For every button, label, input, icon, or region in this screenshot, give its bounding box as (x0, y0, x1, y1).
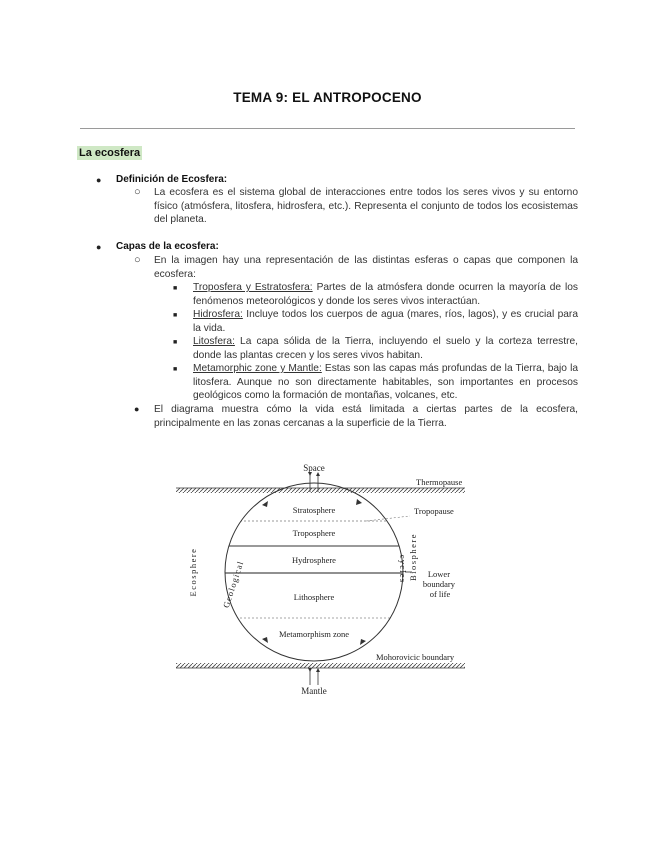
square-bullet: ■ (173, 285, 178, 292)
lower-boundary-line2: boundary (422, 579, 455, 589)
label-stratosphere: Stratosphere (292, 505, 336, 515)
lower-boundary-line3: of life (429, 589, 451, 599)
bullet-diagram-note: ● (134, 404, 140, 414)
label-troposphere: Troposphere (292, 528, 336, 538)
circle-bullet: ○ (134, 254, 141, 266)
layer-term: Metamorphic zone y Mantle: (193, 363, 322, 374)
layer-desc: Partes de la atmósfera donde ocurren la mayoría de los fenómenos meteorológicos y donde los seres vivos interactúan. (193, 282, 579, 307)
label-hydrosphere: Hydrosphere (292, 555, 336, 565)
layers-intro: En la imagen hay una representación de las distintas esferas o capas que componen la ecosfera: (154, 255, 578, 280)
definition-heading: Definición de Ecosfera: (116, 174, 228, 185)
label-mohorovicic: Mohorovicic boundary (376, 652, 455, 662)
square-bullet: ■ (173, 312, 178, 319)
label-geological: Geological (220, 559, 246, 610)
layer-desc: Incluye todos los cuerpos de agua (mares, ríos, lagos), y es crucial para la vida. (193, 309, 578, 334)
lower-boundary-line1: Lower (427, 569, 451, 579)
layer-term: Hidrosfera: (193, 309, 243, 320)
layer-term: Litosfera: (193, 336, 235, 347)
section-heading: La ecosfera (79, 147, 141, 159)
label-space: Space (303, 463, 325, 473)
mohorovicic-band (176, 663, 465, 668)
label-lower-boundary (423, 569, 457, 599)
label-mantle: Mantle (301, 686, 327, 696)
label-metamorphism-zone: Metamorphism zone (278, 629, 350, 639)
label-tropopause: Tropopause (414, 506, 454, 516)
thermopause-band (176, 488, 465, 493)
layer-term: Troposfera y Estratosfera: (193, 282, 313, 293)
page-title: TEMA 9: EL ANTROPOCENO (233, 90, 422, 105)
label-lithosphere: Lithosphere (293, 592, 335, 602)
label-thermopause: Thermopause (416, 477, 463, 487)
layer-desc: La capa sólida de la Tierra, incluyendo el suelo y la corteza terrestre, donde las plantas crecen y los seres vivos habitan. (193, 336, 578, 361)
layers-heading: Capas de la ecosfera: (116, 241, 219, 252)
label-cycles: cycles (398, 554, 408, 584)
layer-desc: Estas son las capas más profundas de la Tierra, bajo la litosfera. Aunque no son directamente habitables, son importantes en procesos geológicos como la formación de montañas, volcanes, etc. (193, 363, 578, 401)
circle-bullet: ○ (134, 186, 141, 198)
square-bullet: ■ (173, 339, 178, 346)
square-bullet: ■ (173, 366, 178, 373)
diagram-note: El diagrama muestra cómo la vida está limitada a ciertas partes de la ecosfera, principalmente en las zonas cercanas a la superficie de la Tierra. (154, 404, 578, 429)
label-ecosphere: Ecosphere (188, 547, 198, 597)
bullet-definition: ● (96, 175, 102, 185)
label-biosphere: Biosphere (408, 533, 418, 581)
bullet-layers: ● (96, 242, 102, 252)
definition-text: La ecosfera es el sistema global de interacciones entre todos los seres vivos y su entorno físico (atmósfera, litosfera, hidrosfera, etc.). Representa el conjunto de todos los ecosistemas del planeta. (154, 187, 578, 225)
